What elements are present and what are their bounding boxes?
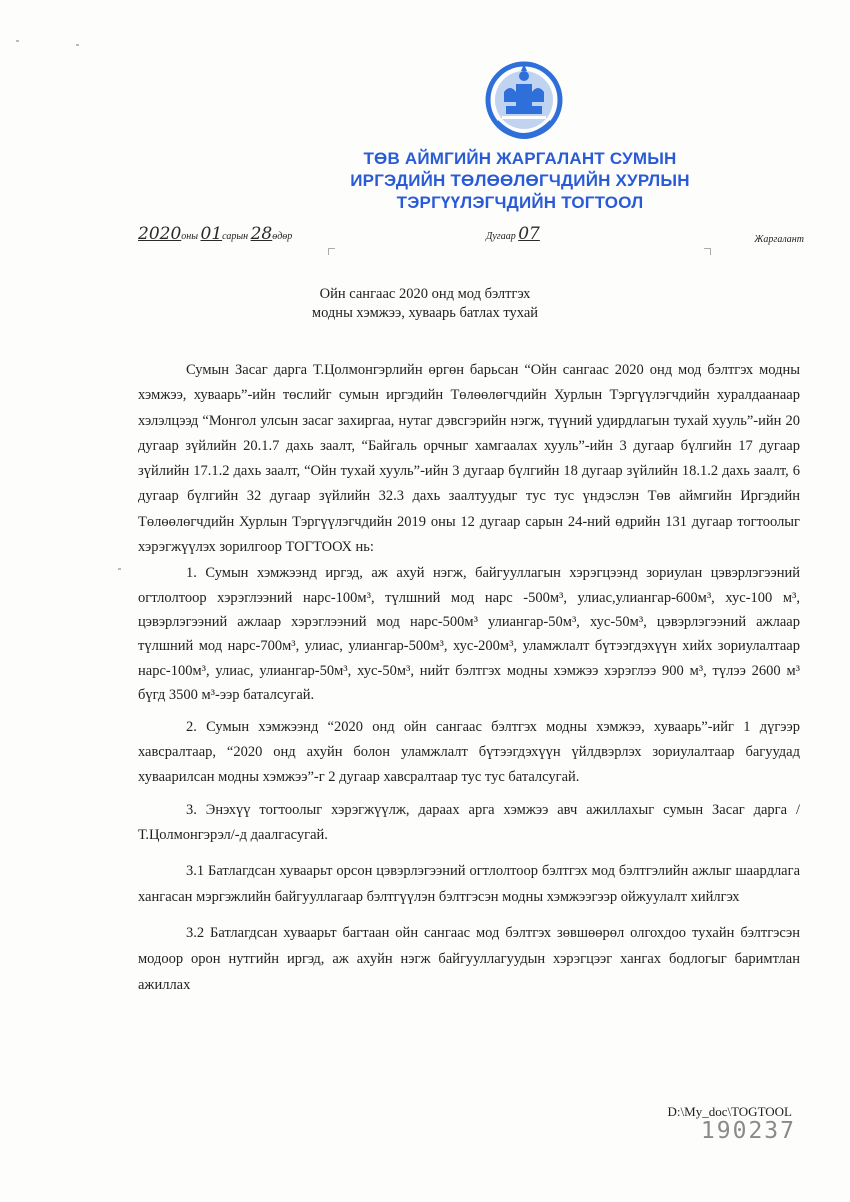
corner-mark [328, 248, 335, 255]
date-day-suffix: өдөр [272, 231, 293, 242]
date-year-suffix: оны [181, 231, 198, 242]
scan-speck [16, 40, 19, 42]
subject-line-1: Ойн сангаас 2020 онд мод бэлтгэх [319, 286, 531, 302]
resolution-item-3: 3. Энэхүү тогтоолыг хэрэгжүүлж, дараах арга хэмжээ авч ажиллахыг сумын Засаг дарга /Т.Цолмонгэрэл/-д даалгасугай. [138, 802, 800, 844]
document-place: Жаргалант [754, 234, 804, 245]
resolution-item-3-2: 3.2 Батлагдсан хуваарьт багтаан ойн сангаас мод бэлтгэх зөвшөөрөл олгохдоо тухайн бэлтгэсэн модоор орон нутгийн иргэд, аж ахуйн нэгж байгууллагуудын хэрэгцээг хангах бодлогыг баримтлан ажиллах [138, 925, 800, 994]
corner-mark [704, 248, 711, 255]
file-path: D:\My_doc\TOGTOOL [667, 1104, 792, 1119]
document-date [138, 224, 292, 244]
heading-line-3: ТЭРГҮҮЛЭГЧДИЙН ТОГТООЛ [396, 193, 644, 212]
document-meta-row [138, 224, 810, 248]
scan-speck [118, 568, 121, 570]
date-year: 2020 [138, 224, 182, 244]
document-body [138, 358, 800, 998]
document-number [486, 224, 540, 244]
number-label: Дугаар [486, 231, 516, 242]
document-subject [240, 285, 610, 323]
document-heading [330, 148, 710, 214]
stamp-number: 190237 [700, 1118, 796, 1144]
scan-speck [76, 44, 79, 46]
resolution-item-3-1: 3.1 Батлагдсан хуваарьт орсон цэвэрлэгээний огтлолтоор бэлтгэх мод бэлтгэлийн ажлыг шаардлага хангасан мэргэжлийн байгууллагаар бэлтгүүлэн бэлтгэсэн модны хэмжээгээр ойжуулалт хийлгэх [138, 863, 800, 906]
resolution-item-2: 2. Сумын хэмжээнд “2020 онд ойн сангаас бэлтгэх модны хэмжээ, хуваарь”-ийг 1 дүгээр хавсралтаар, “2020 онд ахуйн болон уламжлалт бүтээгдэхүүн үйлдвэрлэх зориулалтаар багуудад хуваарилсан модны хэмжээ”-г 2 дугаар хавсралтаар тус тус баталсугай. [138, 719, 800, 786]
heading-line-1: ТӨВ АЙМГИЙН ЖАРГАЛАНТ СУМЫН [363, 149, 677, 168]
heading-line-2: ИРГЭДИЙН ТӨЛӨӨЛӨГЧДИЙН ХУРЛЫН [350, 171, 690, 190]
date-day: 28 [250, 224, 273, 244]
number-value: 07 [518, 224, 540, 244]
resolution-item-1: 1. Сумын хэмжээнд иргэд, аж ахуй нэгж, байгууллагын хэрэгцээнд зориулан цэвэрлэгээний огтлолтоор хэрэглээний нарс-100м³, түлшний мод нарс -500м³, улиас,улиангар-600м³, хус-100 м³, цэвэрлэгээний ажлаар хэрэглээний мод нарс-500м³ улиангар-50м³, хус-50м³, цэвэрлэгээний ажлаар түлшний мод нарс-700м³, улиас, улиангар-500м³, хус-200м³, уламжлалт бүтээгдэхүүн хийх зориулалтаар нарс-100м³, улиас, улиангар-50м³, хус-50м³, нийт бэлтгэх модны хэмжээ хэрэглээ 900 м³, түлээ 2600 м³ бүгд 3500 м³-ээр баталсугай. [138, 565, 800, 703]
intro-paragraph: Сумын Засаг дарга Т.Цолмонгэрлийн өргөн барьсан “Ойн сангаас 2020 онд мод бэлтгэх модны хэмжээ, хуваарь”-ийн төслийг сумын иргэдийн Төлөөлөгчдийн Хурлын Тэргүүлэгчдийн хуралдаанаар хэлэлцээд “Монгол улсын засаг захиргаа, нутаг дэвсгэрийн нэгж, түүний удирдлагын тухай хууль”-ийн 20 дугаар зүйлийн 20.1.7 дахь заалт, “Байгаль орчныг хамгаалах хууль”-ийн 3 дугаар бүлгийн 17 дугаар зүйлийн 17.1.2 дахь заалт, “Ойн тухай хууль”-ийн 3 дугаар бүлгийн 18 дугаар зүйлийн 18.1.2 дахь заалт, 6 дугаар бүлгийн 32 дугаар зүйлийн 32.3 дахь заалтуудыг тус тус үндэслэн Төв аймгийн Иргэдийн Төлөөлөгчдийн Хурлын Тэргүүлэгчдийн 2019 оны 12 дугаар сарын 24-ний өдрийн 131 дугаар тогтоолыг хэрэгжүүлэх зорилгоор ТОГТООХ нь: [138, 362, 800, 556]
date-month-suffix: сарын [222, 231, 249, 242]
date-month: 01 [200, 224, 223, 244]
state-emblem-icon [478, 58, 570, 148]
subject-line-2: модны хэмжээ, хуваарь батлах тухай [311, 305, 539, 321]
